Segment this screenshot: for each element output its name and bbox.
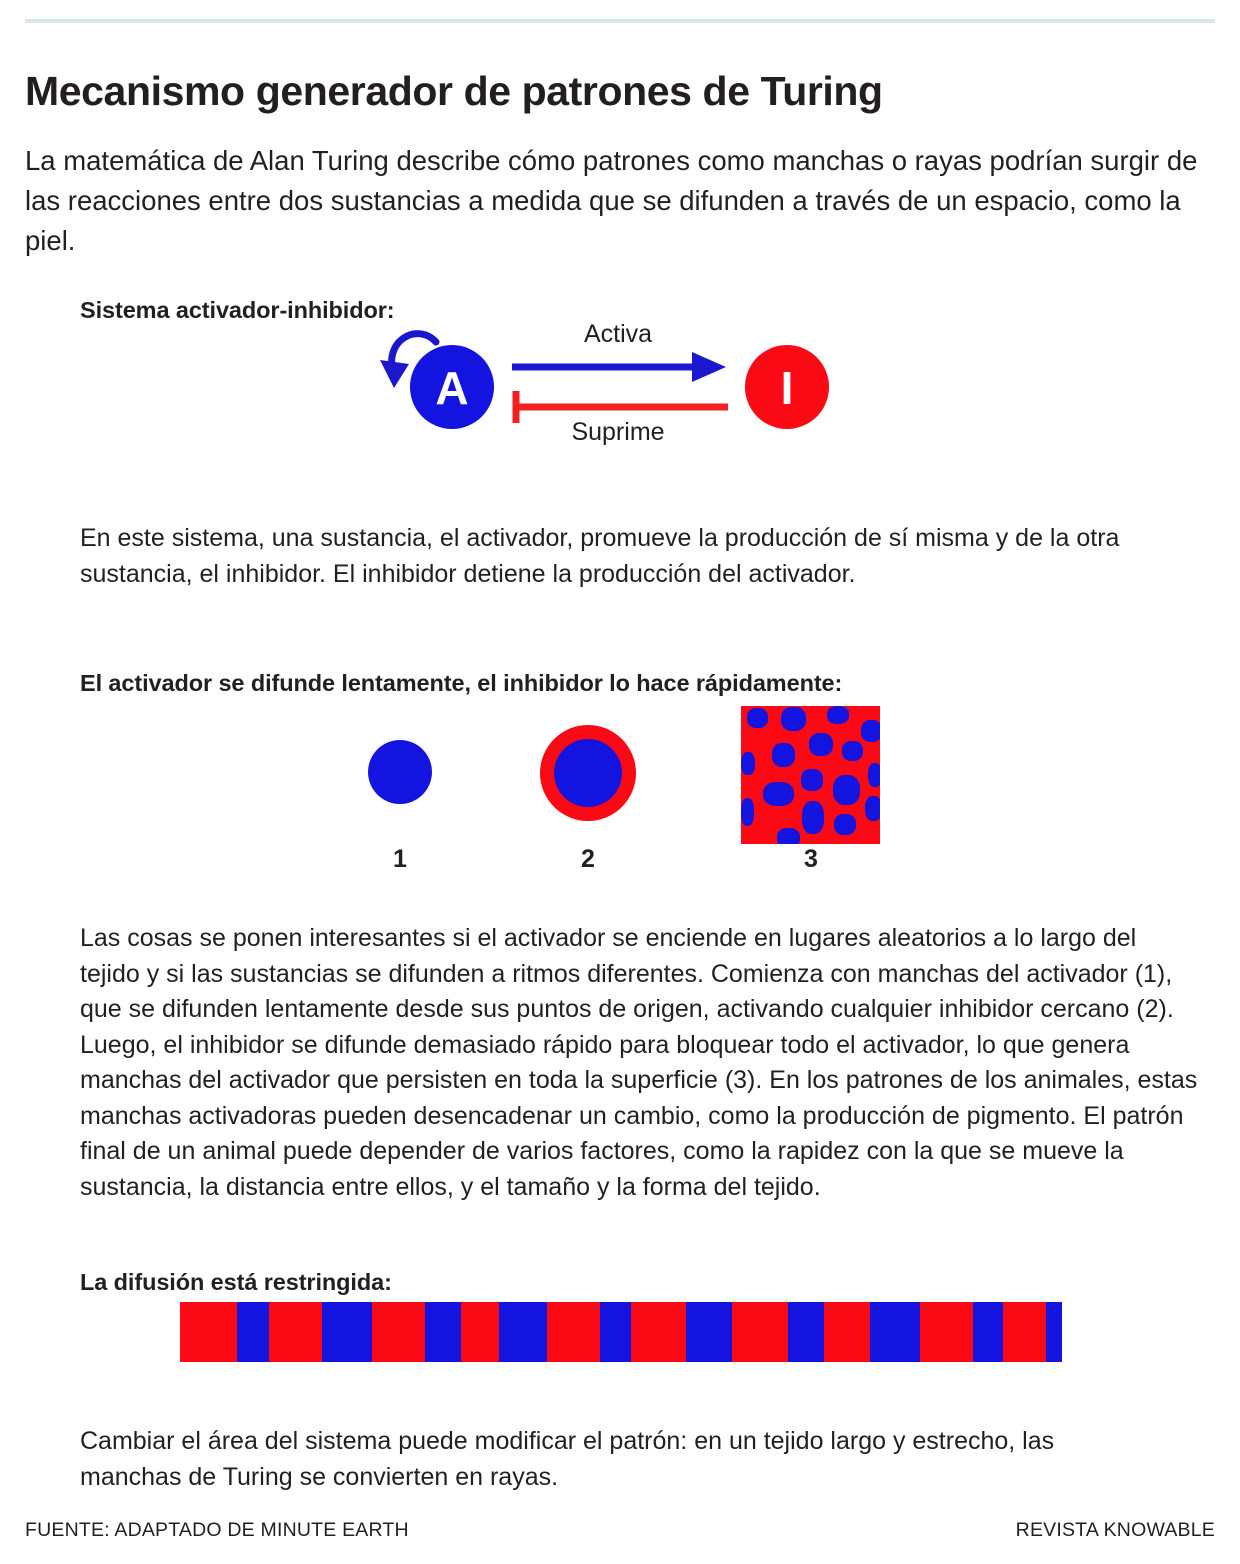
inhibitor-ring: [540, 725, 636, 821]
patch-spot: [777, 828, 800, 844]
turing-stripe: [870, 1302, 920, 1362]
patch-spot: [802, 801, 824, 834]
stage-2-caption: 2: [581, 845, 595, 873]
section-heading-system: Sistema activador-inhibidor:: [80, 296, 395, 323]
activator-core: [554, 739, 622, 807]
patch-spot: [861, 720, 880, 742]
turing-stripe: [237, 1302, 269, 1362]
page-deck: La matemática de Alan Turing describe cómo patrones como manchas o rayas podrían surgir de las reacciones entre dos sustancias a medida que se difunden a través de un espacio, como la piel.: [25, 144, 1198, 257]
patch-spot: [833, 775, 860, 805]
activate-arrow: [512, 352, 726, 382]
patch-spot: [747, 708, 768, 728]
inhibitor-label: I: [780, 362, 794, 414]
paragraph-diffusion: Las cosas se ponen interesantes si el activador se enciende en lugares aleatorios a lo largo del tejido y si las sustancias se difunden a ritmos diferentes. Comienza con manchas del activador (1), que se difunden lentamente desde sus puntos de origen, activando cualquier inhibidor cercano (2). Luego, el inhibidor se difunde demasiado rápido para bloquear todo el activador, lo que genera manchas del activador que persisten en toda la superficie (3). En los patrones de los animales, estas manchas activadoras pueden desencadenar un cambio, como la producción de pigmento. El patrón final de un animal puede depender de varios factores, como la rapidez con la que se mueve la sustancia, la distancia entre ellos, y el tamaño y la forma del tejido.: [80, 924, 1198, 1201]
footer-source: FUENTE: ADAPTADO DE MINUTE EARTH: [25, 1519, 409, 1541]
diffusion-stage-row: [330, 697, 900, 872]
diffusion-stage-1: [368, 697, 432, 873]
footer-brand: REVISTA KNOWABLE: [1015, 1519, 1215, 1541]
patch-spot: [741, 752, 755, 775]
stage-1-caption: 1: [393, 845, 407, 873]
patch-spot: [801, 769, 823, 791]
activator-blob: [368, 740, 432, 804]
patch-spot: [827, 706, 849, 724]
paragraph-restricted: Cambiar el área del sistema puede modificar el patrón: en un tejido largo y estrecho, las manchas de Turing se convierten en rayas.: [80, 1427, 1055, 1491]
page-title: Mecanismo generador de patrones de Turing: [25, 68, 883, 115]
turing-stripe-bar: [180, 1302, 1062, 1362]
turing-stripe: [973, 1302, 1003, 1362]
turing-stripe: [322, 1302, 372, 1362]
inhibitor-node: [745, 345, 829, 429]
patch-spot: [781, 707, 806, 731]
activator-inhibitor-diagram: [360, 310, 880, 470]
suppress-label: Suprime: [571, 418, 665, 446]
patch-spot: [741, 798, 754, 826]
activate-label: Activa: [583, 320, 653, 348]
turing-stripe: [788, 1302, 824, 1362]
turing-spot-patch: [741, 706, 880, 844]
top-rule: [25, 19, 1215, 23]
patch-spot: [772, 743, 795, 767]
diffusion-stage-2: [540, 697, 636, 873]
paragraph-system: En este sistema, una sustancia, el activador, promueve la producción de sí misma y de la otra sustancia, el inhibidor. El inhibidor detiene la producción del activador.: [80, 524, 1120, 588]
activator-label: A: [435, 362, 469, 414]
patch-spot: [865, 796, 880, 821]
turing-stripe: [425, 1302, 461, 1362]
patch-spot: [834, 814, 856, 835]
turing-stripe: [686, 1302, 732, 1362]
section-heading-diffusion: El activador se difunde lentamente, el inhibidor lo hace rápidamente:: [80, 669, 843, 696]
activator-node: [410, 345, 494, 429]
diffusion-stage-3: [741, 697, 881, 873]
stage-3-caption: 3: [804, 845, 818, 873]
turing-stripe: [600, 1302, 631, 1362]
patch-spot: [809, 733, 833, 756]
turing-stripe: [499, 1302, 547, 1362]
section-heading-restricted: La difusión está restringida:: [80, 1268, 392, 1295]
patch-spot: [763, 782, 794, 806]
patch-spot: [868, 763, 880, 787]
patch-spot: [842, 741, 863, 761]
turing-stripe: [1046, 1302, 1062, 1362]
